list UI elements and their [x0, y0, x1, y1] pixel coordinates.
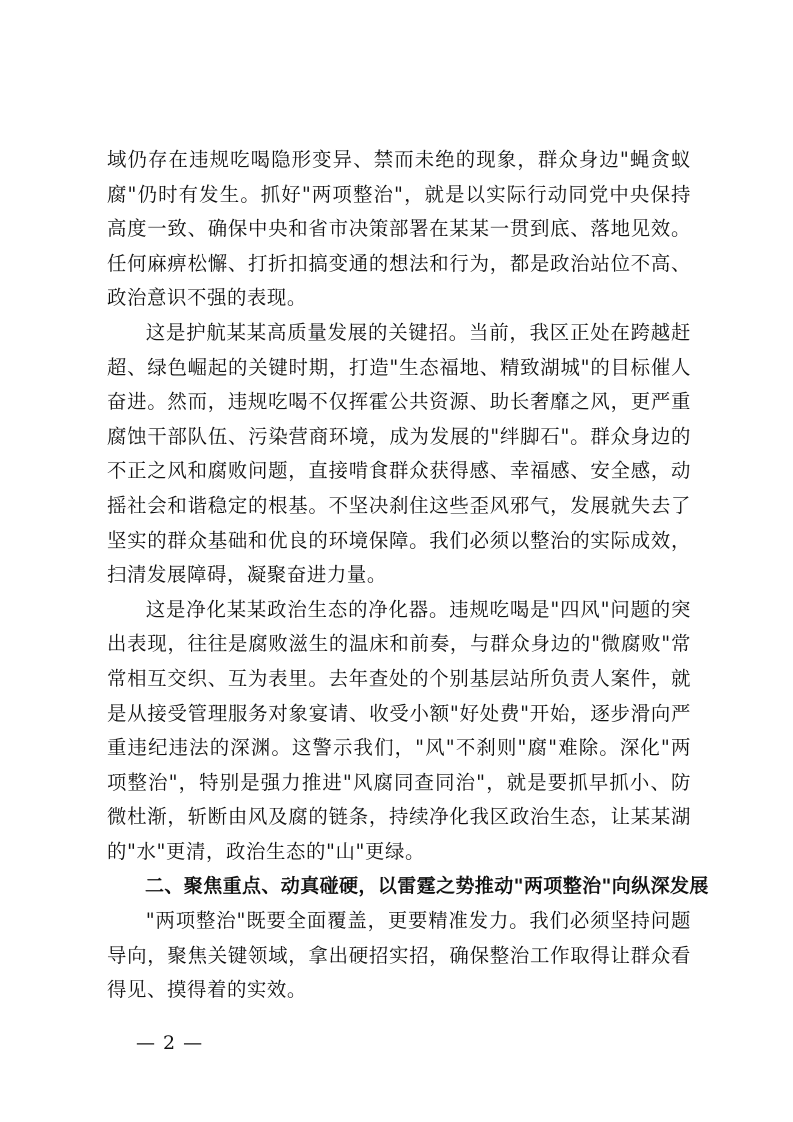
paragraph-closing: "两项整治"既要全面覆盖，更要精准发力。我们必须坚持问题导向，聚焦关键领域，拿出硬招实招，确保整治工作取得让群众看得见、摸得着的实效。 [107, 909, 691, 1002]
page-number: — 2 — [136, 1032, 204, 1054]
document-body [107, 143, 709, 1008]
paragraph-development: 这是护航某某高质量发展的关键招。当前，我区正处在跨越赶超、绿色崛起的关键时期，打造"生态福地、精致湖城"的目标催人奋进。然而，违规吃喝不仅挥霍公共资源、助长奢靡之风，更严重腐蚀干部队伍、污染营商环境，成为发展的"绊脚石"。群众身边的不正之风和腐败问题，直接啃食群众获得感、幸福感、安全感，动摇社会和谐稳定的根基。不坚决刹住这些歪风邪气，发展就失去了坚实的群众基础和优良的环境保障。我们必须以整治的实际成效，扫清发展障碍，凝聚奋进力量。 [107, 320, 691, 587]
paragraph-political-ecology: 这是净化某某政治生态的净化器。违规吃喝是"四风"问题的突出表现，往往是腐败滋生的温床和前奏，与群众身边的"微腐败"常常相互交织、互为表里。去年查处的个别基层站所负责人案件，就是从接受管理服务对象宴请、收受小额"好处费"开始，逐步滑向严重违纪违法的深渊。这警示我们，"风"不刹则"腐"难除。深化"两项整治"，特别是强力推进"风腐同查同治"，就是要抓早抓小、防微杜渐，斩断由风及腐的链条，持续净化我区政治生态，让某某湖的"水"更清，政治生态的"山"更绿。 [107, 597, 691, 863]
paragraph-continuation: 域仍存在违规吃喝隐形变异、禁而未绝的现象，群众身边"蝇贪蚁腐"仍时有发生。抓好"两项整治"，就是以实际行动同党中央保持高度一致、确保中央和省市决策部署在某某一贯到底、落地见效。任何麻痹松懈、打折扣搞变通的想法和行为，都是政治站位不高、政治意识不强的表现。 [107, 148, 691, 310]
section-heading: 二、聚焦重点、动真碰硬，以雷霆之势推动"两项整治"向纵深发展 [145, 875, 709, 898]
